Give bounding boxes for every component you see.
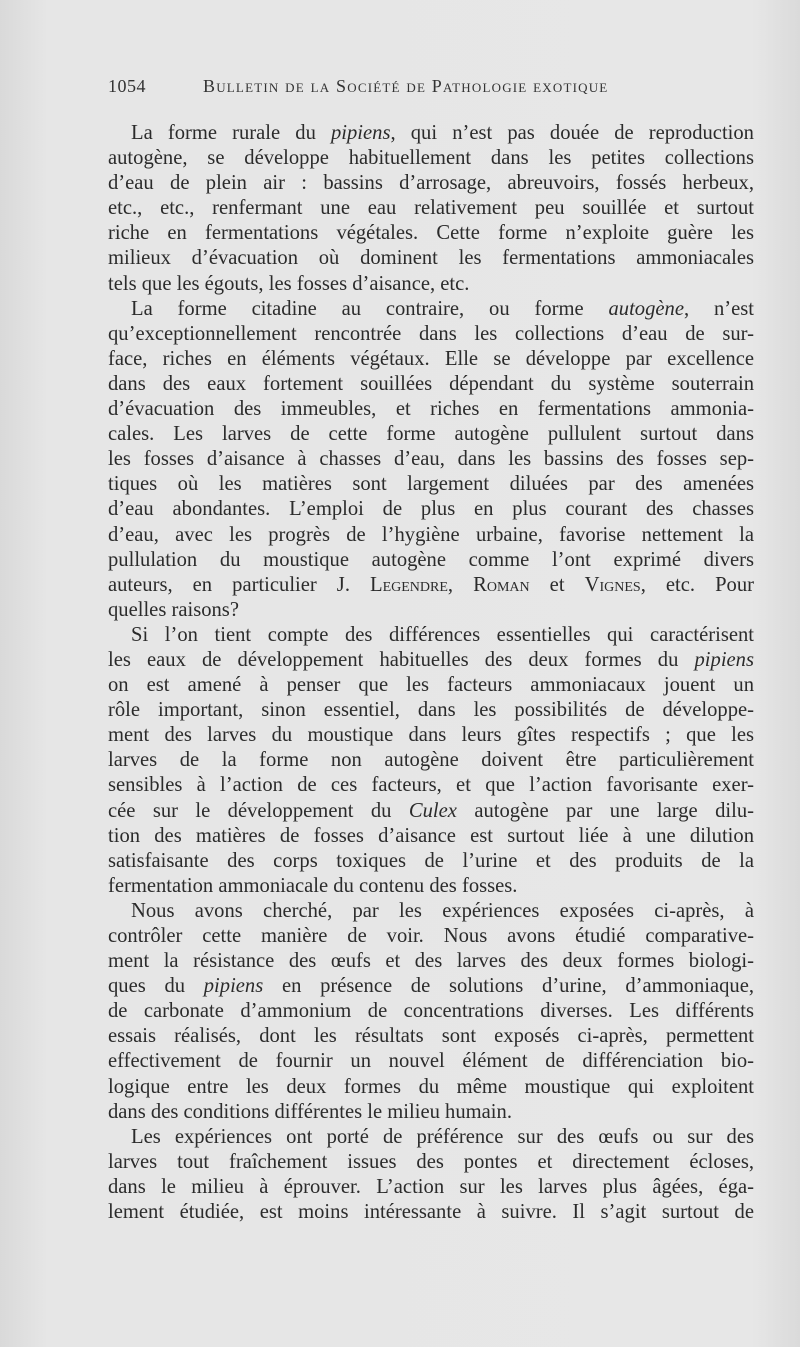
text-run: essais réalisés, dont les résultats sont exposés ci-après, permettent bbox=[108, 1025, 754, 1048]
paragraph bbox=[108, 623, 754, 899]
text-run: , bbox=[447, 573, 474, 596]
text-run: contrôler cette manière de voir. Nous avons étudié comparative- bbox=[108, 925, 754, 947]
text-run: pullulation du moustique autogène comme l’ont exprimé divers bbox=[108, 548, 754, 571]
text-line bbox=[108, 1125, 754, 1150]
text-run: , qui n’est pas douée de reproduction bbox=[390, 122, 754, 144]
text-run: tion des matières de fosses d’aisance est surtout liée à une dilution bbox=[108, 824, 754, 847]
text-line bbox=[108, 1200, 754, 1225]
text-run: ment des larves du moustique dans leurs gîtes respectifs ; que les bbox=[108, 724, 754, 747]
text-run: face, riches en éléments végétaux. Elle se développe par excellence bbox=[108, 347, 754, 370]
text-line bbox=[108, 748, 754, 773]
text-run: qu’exceptionnellement rencontrée dans les collections d’eau de sur- bbox=[108, 322, 754, 345]
running-title: Bulletin de la Société de Pathologie exotique bbox=[203, 76, 609, 96]
italic-term: pipiens bbox=[694, 648, 754, 671]
text-run: d’évacuation des immeubles, et riches en fermentations ammonia- bbox=[108, 398, 754, 421]
text-line bbox=[108, 472, 754, 497]
running-header bbox=[108, 76, 758, 100]
text-line bbox=[108, 974, 754, 999]
text-run: , n’est bbox=[683, 297, 755, 320]
text-run: auteurs, en particulier J. bbox=[108, 573, 371, 596]
text-line bbox=[108, 1100, 754, 1125]
text-run: La forme rurale du bbox=[131, 122, 331, 144]
text-run: milieux d’évacuation où dominent les fermentations ammoniacales bbox=[108, 247, 754, 270]
text-run: Si l’on tient compte des différences essentielles qui caractérisent bbox=[131, 623, 754, 646]
text-line bbox=[108, 824, 754, 849]
paragraph bbox=[108, 1125, 754, 1225]
text-line bbox=[108, 899, 754, 924]
text-line bbox=[108, 121, 754, 146]
text-line bbox=[108, 773, 754, 798]
text-run: on est amené à penser que les facteurs ammoniacaux jouent un bbox=[108, 674, 754, 697]
text-line bbox=[108, 372, 754, 397]
text-run: lement étudiée, est moins intéressante à suivre. Il s’agit surtout de bbox=[108, 1201, 754, 1224]
text-line bbox=[108, 523, 754, 548]
text-run: tiques où les matières sont largement diluées par des amenées bbox=[108, 473, 754, 496]
text-run: cales. Les larves de cette forme autogène pullulent surtout dans bbox=[108, 423, 754, 446]
text-run: etc., etc., renfermant une eau relativement peu souillée et surtout bbox=[108, 197, 754, 220]
italic-term: pipiens bbox=[203, 975, 264, 998]
italic-term: autogène bbox=[608, 297, 684, 320]
text-run: dans le milieu à éprouver. L’action sur les larves plus âgées, éga- bbox=[108, 1175, 754, 1198]
paragraph bbox=[108, 899, 754, 1125]
text-run: Nous avons cherché, par les expériences exposées ci-après, à bbox=[131, 899, 754, 922]
body-text bbox=[108, 121, 754, 1225]
text-run: , etc. Pour bbox=[640, 573, 754, 596]
text-line bbox=[108, 146, 754, 171]
text-run: autogène, se développe habituellement dans les petites collections bbox=[108, 147, 754, 170]
text-run: d’eau, avec les progrès de l’hygiène urbaine, favorise nettement la bbox=[108, 523, 754, 546]
text-line bbox=[108, 422, 754, 447]
italic-term: Culex bbox=[408, 799, 457, 822]
text-run: quelles raisons? bbox=[108, 598, 239, 621]
text-run: les fosses d’aisance à chasses d’eau, dans les bassins des fosses sep- bbox=[108, 448, 754, 471]
text-run: les eaux de développement habituelles des deux formes du bbox=[108, 648, 695, 671]
text-line bbox=[108, 924, 754, 949]
text-line bbox=[108, 297, 754, 322]
text-line bbox=[108, 322, 754, 347]
text-run: sensibles à l’action de ces facteurs, et que l’action favorisante exer- bbox=[108, 774, 754, 797]
text-run: ques du bbox=[108, 975, 204, 998]
author-name: Legendre bbox=[370, 573, 448, 596]
text-run: Les expériences ont porté de préférence sur des œufs ou sur des bbox=[131, 1125, 754, 1148]
text-line bbox=[108, 698, 754, 723]
text-run: dans des eaux fortement souillées dépendant du système souterrain bbox=[108, 372, 754, 395]
text-line bbox=[108, 1024, 754, 1049]
text-line bbox=[108, 623, 754, 648]
text-run: fermentation ammoniacale du contenu des fosses. bbox=[108, 874, 518, 897]
text-line bbox=[108, 272, 754, 297]
text-line bbox=[108, 1075, 754, 1100]
text-run: cée sur le développement du bbox=[108, 799, 409, 822]
text-line bbox=[108, 598, 754, 623]
text-run: autogène par une large dilu- bbox=[456, 799, 754, 822]
text-run: ment la résistance des œufs et des larves des deux formes biologi- bbox=[108, 950, 754, 973]
text-line bbox=[108, 723, 754, 748]
text-line bbox=[108, 949, 754, 974]
text-run: riche en fermentations végétales. Cette forme n’exploite guère les bbox=[108, 222, 754, 245]
text-line bbox=[108, 1175, 754, 1200]
text-run: rôle important, sinon essentiel, dans les possibilités de développe- bbox=[108, 699, 754, 722]
text-line bbox=[108, 397, 754, 422]
text-run: logique entre les deux formes du même moustique qui exploitent bbox=[108, 1075, 754, 1098]
text-run: La forme citadine au contraire, ou forme bbox=[131, 297, 609, 320]
text-line bbox=[108, 447, 754, 472]
text-line bbox=[108, 648, 754, 673]
text-run: dans des conditions différentes le milieu humain. bbox=[108, 1100, 512, 1123]
author-name: Vignes bbox=[584, 573, 641, 596]
text-line bbox=[108, 874, 754, 899]
text-run: tels que les égouts, les fosses d’aisance, etc. bbox=[108, 272, 470, 295]
text-line bbox=[108, 1150, 754, 1175]
text-line bbox=[108, 246, 754, 271]
text-line bbox=[108, 1049, 754, 1074]
text-run: d’eau de plein air : bassins d’arrosage, abreuvoirs, fossés herbeux, bbox=[108, 172, 754, 195]
text-run: larves de la forme non autogène doivent être particulièrement bbox=[108, 749, 754, 772]
text-line bbox=[108, 196, 754, 221]
page-number: 1054 bbox=[108, 76, 146, 96]
text-line bbox=[108, 849, 754, 874]
italic-term: pipiens bbox=[330, 122, 391, 144]
text-line bbox=[108, 347, 754, 372]
author-name: Roman bbox=[473, 573, 530, 596]
text-line bbox=[108, 171, 754, 196]
text-line bbox=[108, 497, 754, 522]
text-line bbox=[108, 999, 754, 1024]
text-run: en présence de solutions d’urine, d’ammoniaque, bbox=[263, 975, 755, 998]
text-run: larves tout fraîchement issues des pontes et directement écloses, bbox=[108, 1150, 754, 1173]
text-line bbox=[108, 221, 754, 246]
text-line bbox=[108, 799, 754, 824]
text-run: d’eau abondantes. L’emploi de plus en plus courant des chasses bbox=[108, 498, 754, 521]
paragraph bbox=[108, 297, 754, 623]
text-run: effectivement de fournir un nouvel élément de différenciation bio- bbox=[108, 1050, 754, 1073]
text-line bbox=[108, 548, 754, 573]
text-run: satisfaisante des corps toxiques de l’urine et des produits de la bbox=[108, 849, 754, 872]
text-run: et bbox=[529, 573, 585, 596]
paragraph bbox=[108, 121, 754, 297]
text-run: de carbonate d’ammonium de concentrations diverses. Les différents bbox=[108, 1000, 754, 1023]
text-line bbox=[108, 673, 754, 698]
text-line bbox=[108, 573, 754, 598]
